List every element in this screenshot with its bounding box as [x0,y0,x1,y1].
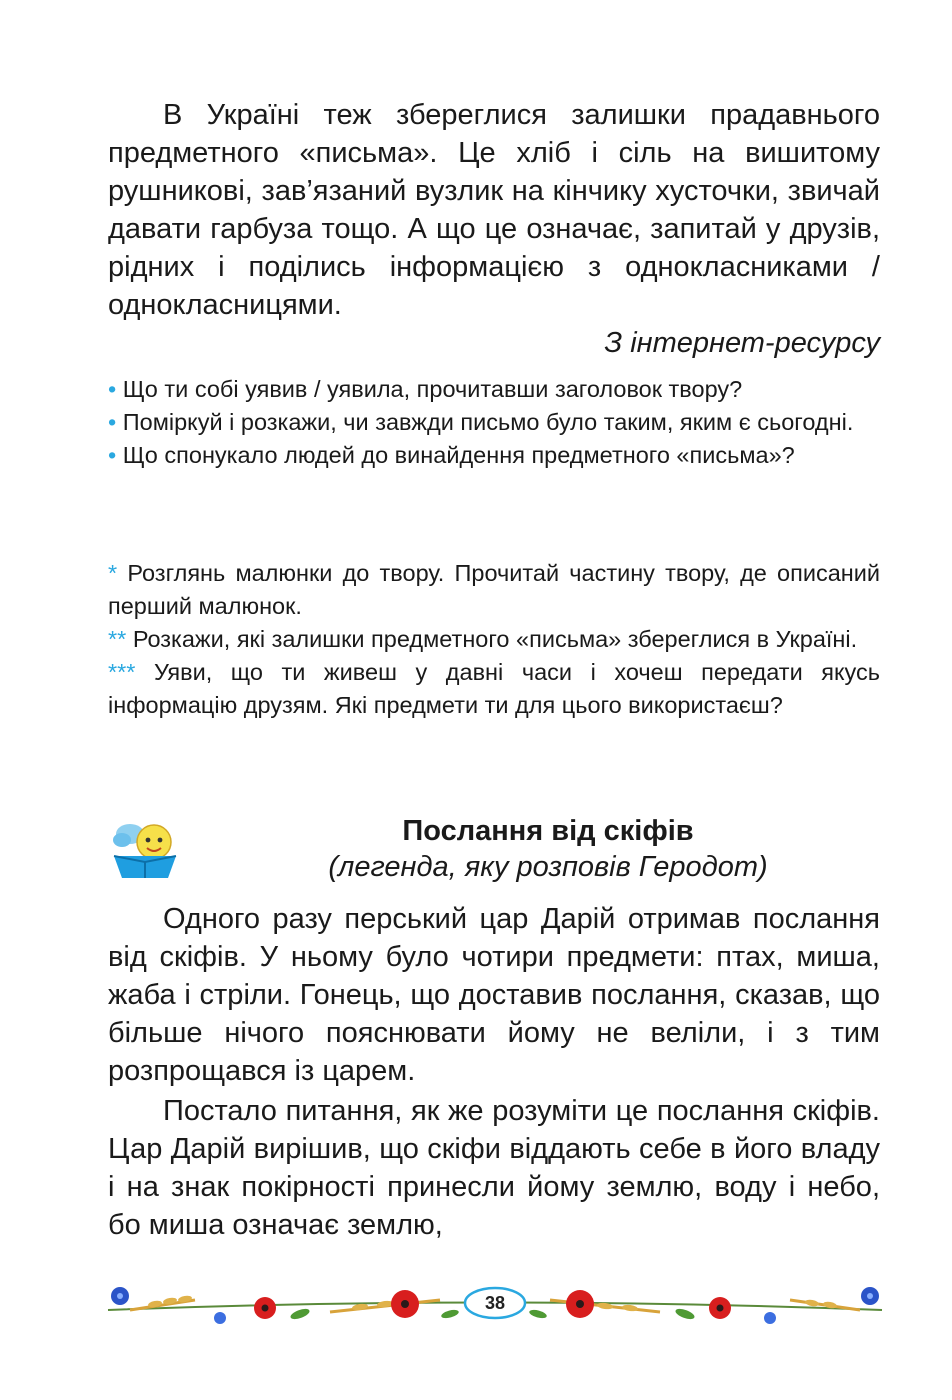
reading-child-icon [108,816,182,882]
question-item [108,406,880,439]
question-text: Що ти собі уявив / уявила, прочитавши заголовок твору? [122,376,743,402]
story-paragraph: Постало питання, як же розуміти це послання скіфів. Цар Дарій вирішив, що скіфи віддають себе в його владу і на знак покірності принесли йому землю, воду і небо, бо миша означає землю, [108,1095,880,1241]
task-text: Розглянь малюнки до твору. Прочитай частину твору, де описаний перший малюнок. [108,560,880,619]
section-heading [108,812,880,892]
question-text: Поміркуй і розкажи, чи завжди письмо було таким, яким є сьогодні. [122,409,854,435]
section-subtitle: (легенда, яку розповів Геродот) [328,851,768,883]
page-number: 38 [484,1293,506,1313]
story-paragraph: Одного разу перський цар Дарій отримав послання від скіфів. У ньому було чотири предмети: птах, миша, жаба і стріли. Гонець, що доставив послання, сказав, що більше нічого пояснювати йому не веліли, і з тим розпрощався із царем. [108,903,880,1087]
question-text: Що спонукало людей до винайдення предметного «письма»? [122,442,795,468]
task-text: Уяви, що ти живеш у давні часи і хочеш передати якусь інформацію друзям. Які предмети ти для цього використаєш? [108,659,880,718]
source-caption: З інтернет-ресурсу [604,327,880,359]
tasks-list [108,557,880,722]
bullet-marker: • [108,409,117,435]
task-item [108,557,880,623]
question-item [108,373,880,406]
difficulty-marker: ** [108,626,127,652]
questions-list [108,373,880,472]
difficulty-marker: * [108,560,118,586]
task-item [108,656,880,722]
intro-paragraph: В Україні теж збереглися залишки прадавнього предметного «письма». Це хліб і сіль на вишитому рушникові, зав’язаний вузлик на кінчику хусточки, звичай давати гарбуза тощо. А що це означає, запитай у друзів, рідних і поділись інформацією з однокласниками / однокласницями. [108,99,880,321]
question-item [108,439,880,472]
task-text: Розкажи, які залишки предметного «письма» збереглися в Україні. [132,626,858,652]
story-text [108,900,880,1244]
task-item [108,623,880,656]
bullet-marker: • [108,376,117,402]
bullet-marker: • [108,442,117,468]
section-title: Послання від скіфів [402,815,694,847]
difficulty-marker: *** [108,659,136,685]
